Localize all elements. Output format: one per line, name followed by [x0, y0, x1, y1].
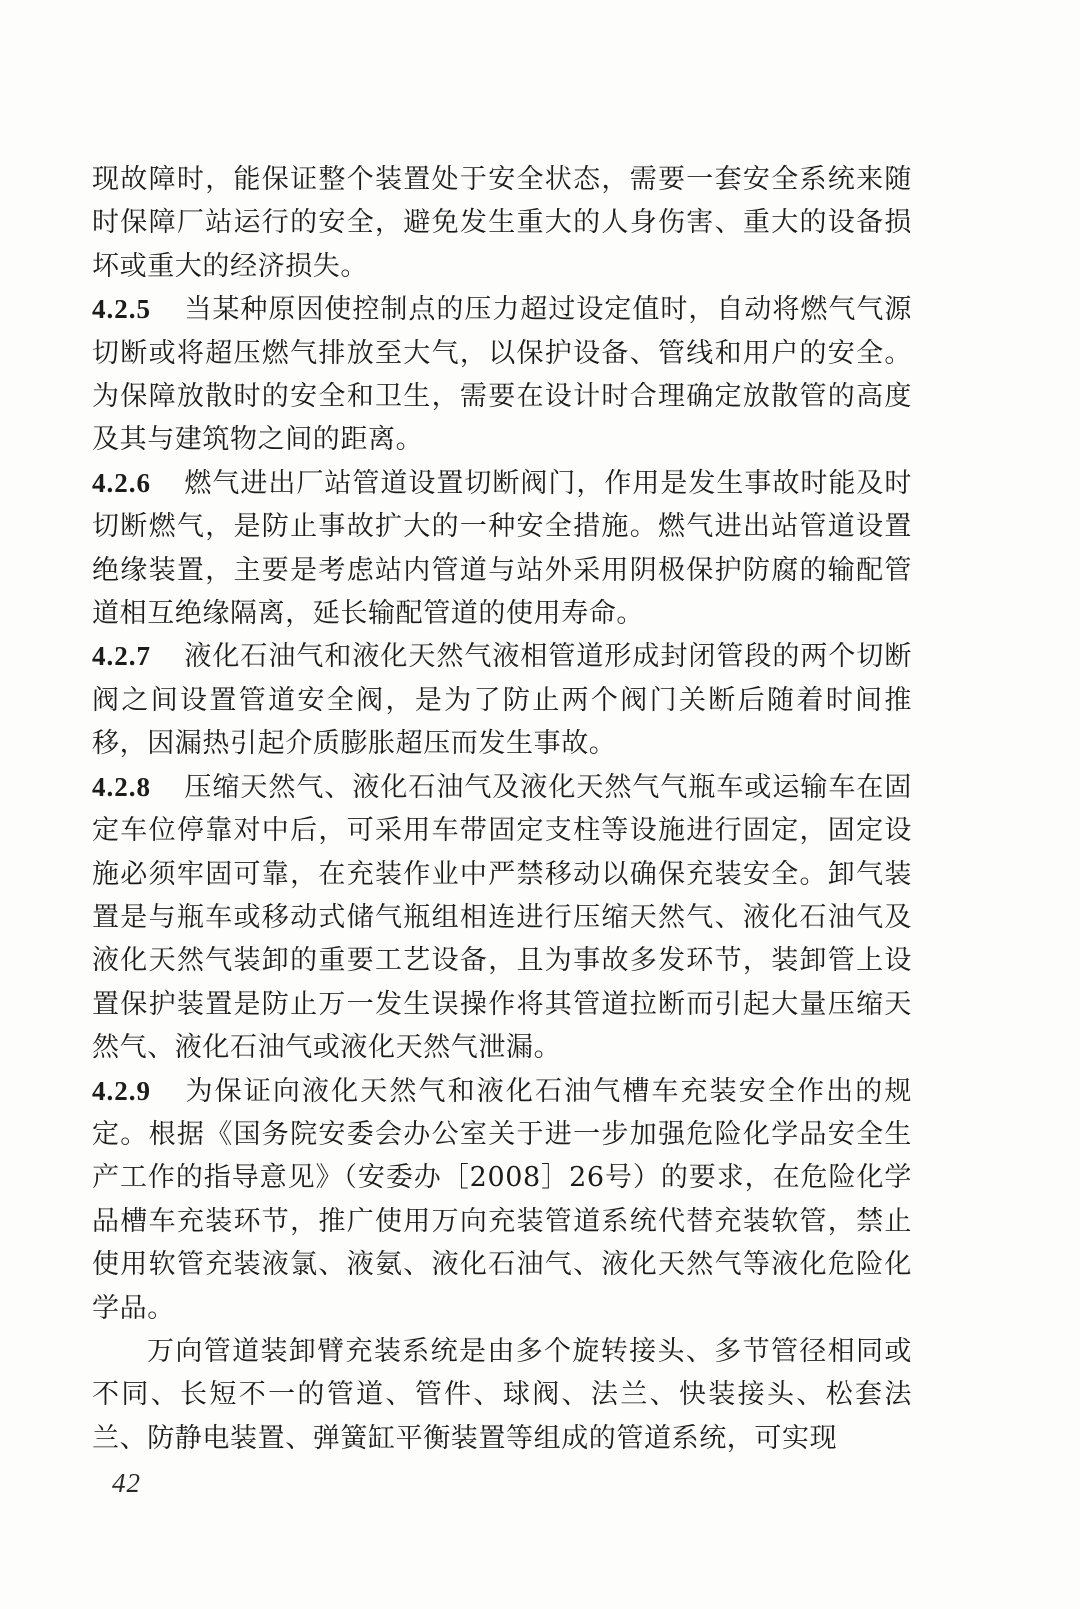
clause-4-2-5	[92, 288, 912, 462]
page-number: 42	[112, 1468, 141, 1498]
clause-4-2-7	[92, 635, 912, 765]
clause-number: 4.2.8	[92, 771, 151, 802]
clause-text: 为保证向液化天然气和液化石油气槽车充装安全作出的规定。根据《国务院安委会办公室关于进一步加强危险化学品安全生产工作的指导意见》（安委办［2008］26号）的要求，在危险化学品槽车充装环节，推广使用万向充装管道系统代替充装软管，禁止使用软管充装液氯、液氨、液化石油气、液化天然气等液化危险化学品。	[92, 1075, 912, 1324]
clause-number: 4.2.6	[92, 467, 151, 498]
document-body	[92, 158, 912, 1460]
clause-text: 当某种原因使控制点的压力超过设定值时，自动将燃气气源切断或将超压燃气排放至大气，以保护设备、管线和用户的安全。为保障放散时的安全和卫生，需要在设计时合理确定放散管的高度及其与建筑物之间的距离。	[92, 294, 912, 456]
clause-number: 4.2.5	[92, 294, 151, 325]
clause-4-2-8	[92, 766, 912, 1070]
clause-4-2-6	[92, 462, 912, 636]
paragraph-indented	[92, 1330, 912, 1460]
clause-number: 4.2.7	[92, 641, 151, 672]
clause-4-2-9	[92, 1070, 912, 1330]
clause-number: 4.2.9	[92, 1075, 151, 1106]
clause-text: 燃气进出厂站管道设置切断阀门，作用是发生事故时能及时切断燃气，是防止事故扩大的一种安全措施。燃气进出站管道设置绝缘装置，主要是考虑站内管道与站外采用阴极保护防腐的输配管道相互绝缘隔离，延长输配管道的使用寿命。	[92, 467, 912, 630]
paragraph-text: 现故障时，能保证整个装置处于安全状态，需要一套安全系统来随时保障厂站运行的安全，避免发生重大的人身伤害、重大的设备损坏或重大的经济损失。	[92, 164, 912, 282]
clause-text: 压缩天然气、液化石油气及液化天然气气瓶车或运输车在固定车位停靠对中后，可采用车带固定支柱等设施进行固定，固定设施必须牢固可靠，在充装作业中严禁移动以确保充装安全。卸气装置是与瓶车或移动式储气瓶组相连进行压缩天然气、液化石油气及液化天然气装卸的重要工艺设备，且为事故多发环节，装卸管上设置保护装置是防止万一发生误操作将其管道拉断而引起大量压缩天然气、液化石油气或液化天然气泄漏。	[92, 771, 912, 1064]
paragraph-text: 万向管道装卸臂充装系统是由多个旋转接头、多节管径相同或不同、长短不一的管道、管件、球阀、法兰、快装接头、松套法兰、防静电装置、弹簧缸平衡装置等组成的管道系统，可实现	[92, 1335, 912, 1454]
clause-text: 液化石油气和液化天然气液相管道形成封闭管段的两个切断阀之间设置管道安全阀，是为了防止两个阀门关断后随着时间推移，因漏热引起介质膨胀超压而发生事故。	[92, 641, 912, 760]
paragraph-continuation	[92, 158, 912, 288]
